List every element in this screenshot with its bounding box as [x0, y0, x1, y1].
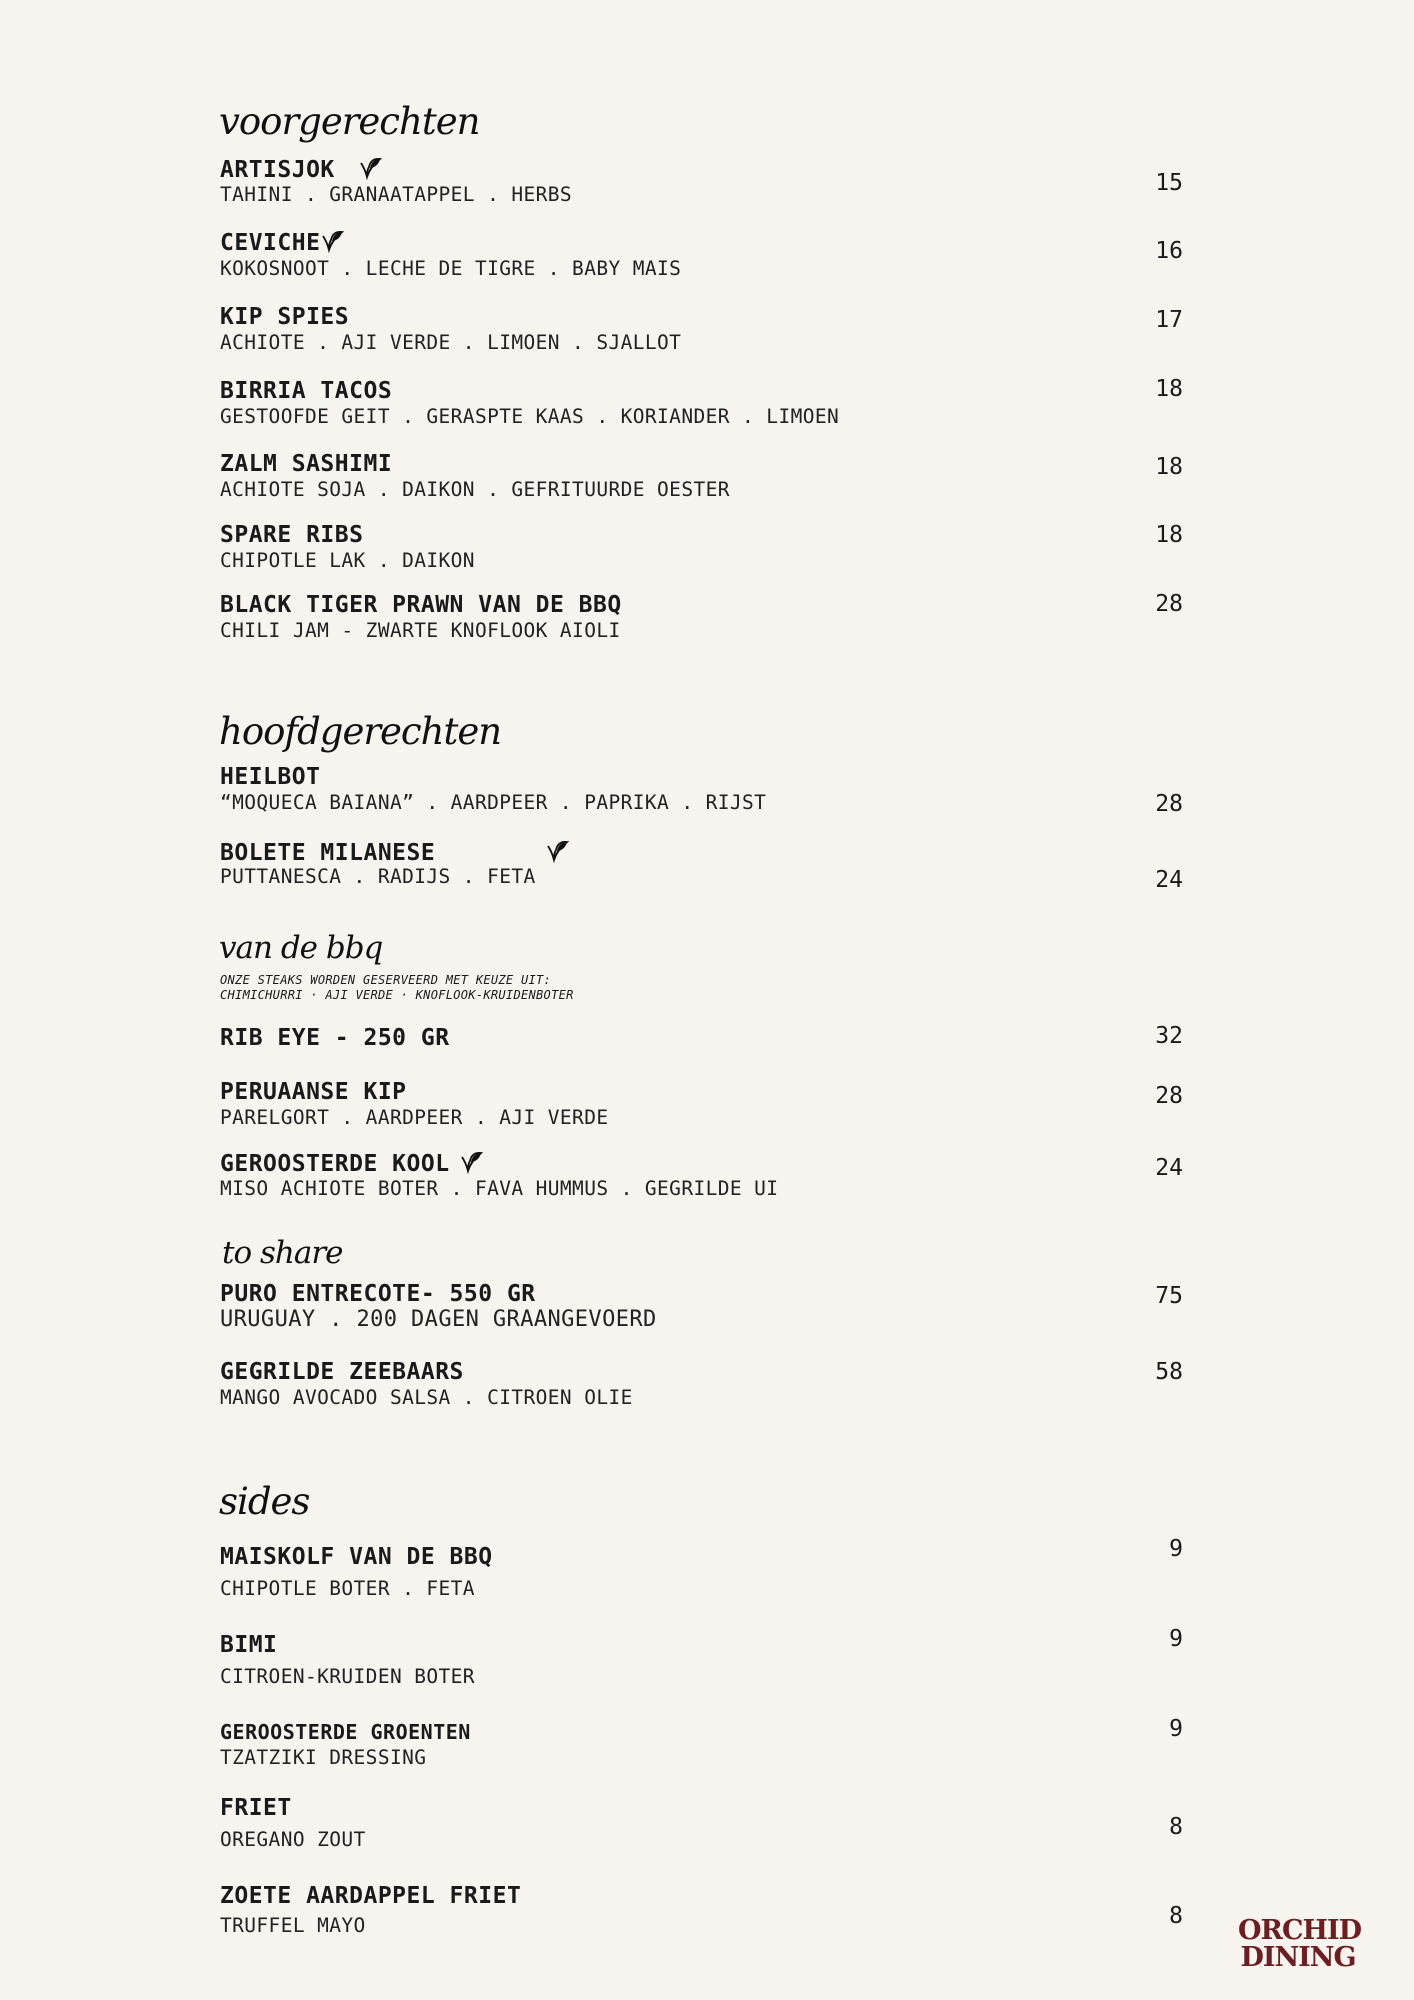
menu-item-artisjok [220, 155, 384, 183]
item-price: 16 [1155, 238, 1183, 264]
bbq-note-line: ONZE STEAKS WORDEN GESERVEERD MET KEUZE UIT: [220, 973, 552, 987]
item-name: PURO ENTRECOTE- 550 GR [220, 1281, 536, 1307]
item-description: CHILI JAM - ZWARTE KNOFLOOK AIOLI [220, 619, 621, 642]
item-name: PERUAANSE KIP [220, 1079, 407, 1105]
item-name: RIB EYE - 250 GR [220, 1025, 450, 1051]
item-description: CHIPOTLE LAK . DAIKON [220, 549, 475, 572]
item-price: 9 [1169, 1716, 1183, 1742]
item-description: GESTOOFDE GEIT . GERASPTE KAAS . KORIANDER . LIMOEN [220, 405, 840, 428]
item-description: PARELGORT . AARDPEER . AJI VERDE [220, 1106, 609, 1129]
orchid-dining-logo [1238, 1915, 1362, 1973]
item-name: FRIET [220, 1795, 292, 1821]
item-price: 17 [1155, 307, 1183, 333]
menu-item-kool [220, 1149, 485, 1177]
item-name: GEROOSTERDE GROENTEN [220, 1720, 471, 1744]
item-description: TZATZIKI DRESSING [220, 1746, 427, 1769]
item-price: 32 [1155, 1023, 1183, 1049]
section-title-bbq: van de bbq [219, 930, 383, 966]
menu-item-ceviche [220, 228, 346, 256]
leaf-icon [459, 1149, 485, 1175]
section-title-voorgerechten: voorgerechten [219, 100, 480, 143]
item-name: ZOETE AARDAPPEL FRIET [220, 1883, 522, 1909]
item-price: 28 [1155, 791, 1183, 817]
logo-line: DINING [1240, 1942, 1356, 1973]
leaf-icon [320, 228, 346, 254]
item-name: HEILBOT [220, 764, 321, 790]
item-price: 18 [1155, 454, 1183, 480]
item-price: 18 [1155, 376, 1183, 402]
item-name: ARTISJOK [220, 157, 335, 183]
item-description: KOKOSNOOT . LECHE DE TIGRE . BABY MAIS [220, 257, 682, 280]
item-price: 24 [1155, 1155, 1183, 1181]
item-description: TAHINI . GRANAATAPPEL . HERBS [220, 183, 573, 206]
item-description: MISO ACHIOTE BOTER . FAVA HUMMUS . GEGRILDE UI [220, 1177, 779, 1200]
item-description: PUTTANESCA . RADIJS . FETA [220, 865, 536, 888]
item-price: 9 [1169, 1536, 1183, 1562]
item-name: ZALM SASHIMI [220, 451, 393, 477]
item-name: GEGRILDE ZEEBAARS [220, 1359, 464, 1385]
item-name: BOLETE MILANESE [220, 840, 436, 866]
item-price: 58 [1155, 1359, 1183, 1385]
item-price: 28 [1155, 1083, 1183, 1109]
leaf-icon [545, 838, 571, 864]
item-name: BIMI [220, 1632, 278, 1658]
item-description: CHIPOTLE BOTER . FETA [220, 1577, 475, 1600]
item-name: CEVICHE [220, 230, 321, 256]
item-description: ACHIOTE SOJA . DAIKON . GEFRITUURDE OESTER [220, 478, 730, 501]
logo-line: ORCHID [1238, 1915, 1362, 1946]
item-price: 75 [1155, 1283, 1183, 1309]
item-name: BIRRIA TACOS [220, 378, 393, 404]
item-price: 28 [1155, 591, 1183, 617]
section-title-sides: sides [219, 1480, 310, 1523]
bbq-note-line: CHIMICHURRI · AJI VERDE · KNOFLOOK-KRUIDENBOTER [220, 988, 574, 1002]
item-price: 8 [1169, 1903, 1183, 1929]
section-title-share: to share [222, 1235, 343, 1271]
leaf-icon [358, 155, 384, 181]
item-description: OREGANO ZOUT [220, 1828, 366, 1851]
item-description: TRUFFEL MAYO [220, 1914, 366, 1937]
item-description: ACHIOTE . AJI VERDE . LIMOEN . SJALLOT [220, 331, 682, 354]
section-title-hoofdgerechten: hoofdgerechten [219, 710, 502, 753]
item-price: 15 [1155, 170, 1183, 196]
item-description: “MOQUECA BAIANA” . AARDPEER . PAPRIKA . RIJST [220, 791, 767, 814]
item-price: 18 [1155, 522, 1183, 548]
item-name: SPARE RIBS [220, 522, 364, 548]
menu-item-bolete [220, 838, 571, 866]
item-description: MANGO AVOCADO SALSA . CITROEN OLIE [220, 1386, 633, 1409]
item-price: 24 [1155, 867, 1183, 893]
item-description: CITROEN-KRUIDEN BOTER [220, 1665, 475, 1688]
bbq-note [220, 973, 574, 1003]
item-price: 8 [1169, 1814, 1183, 1840]
item-name: GEROOSTERDE KOOL [220, 1151, 450, 1177]
item-price: 9 [1169, 1626, 1183, 1652]
item-name: KIP SPIES [220, 304, 350, 330]
item-name: BLACK TIGER PRAWN VAN DE BBQ [220, 592, 622, 618]
item-name: MAISKOLF VAN DE BBQ [220, 1544, 493, 1570]
item-description: URUGUAY . 200 DAGEN GRAANGEVOERD [220, 1307, 657, 1332]
